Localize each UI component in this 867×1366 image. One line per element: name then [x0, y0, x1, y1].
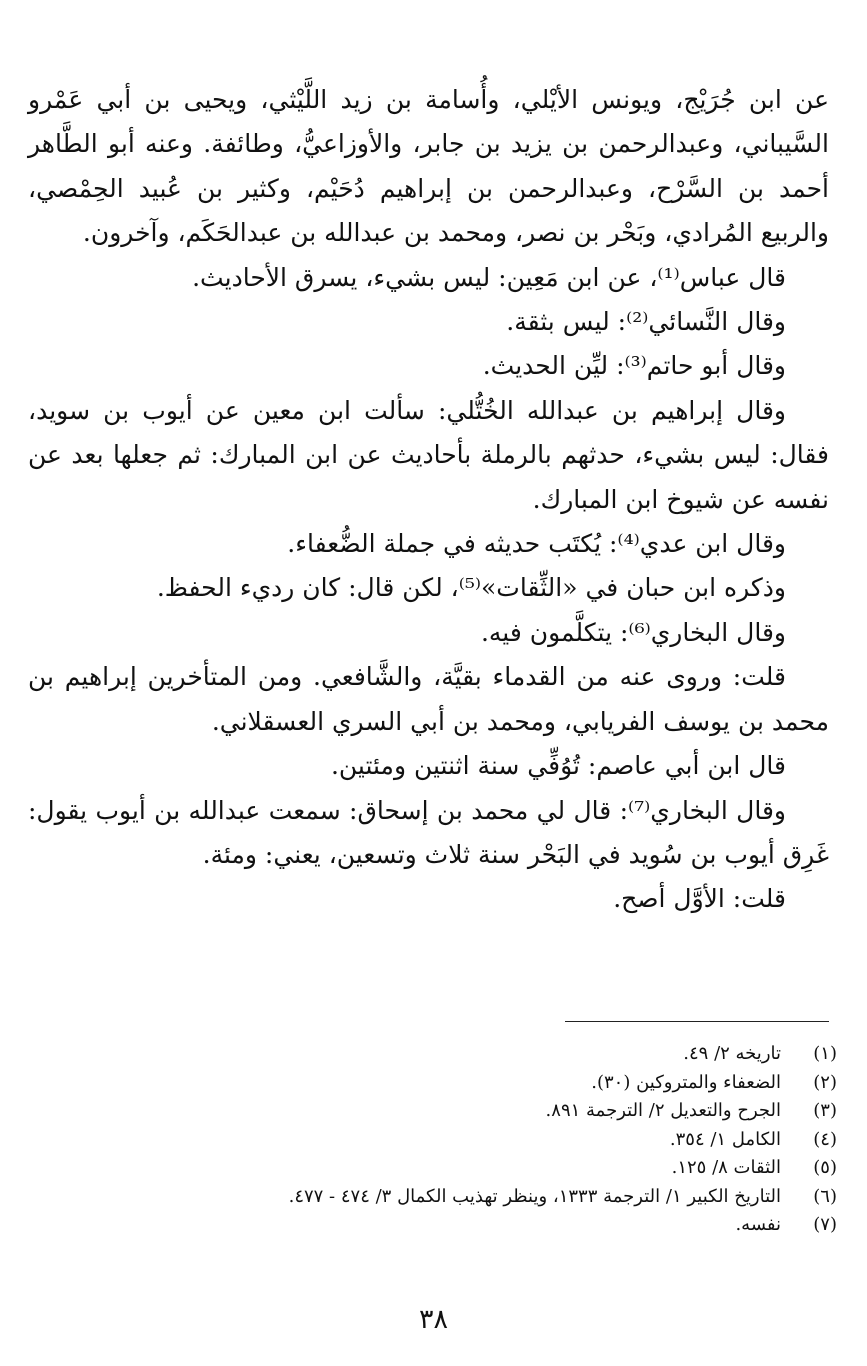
footnote-text: الجرح والتعديل ٢/ الترجمة ٨٩١.	[545, 1100, 781, 1121]
paragraph-ibn-hibban: وذكره ابن حبان في «الثِّقات»⁽⁵⁾، لكن قال: كان رديء الحفظ.	[156, 573, 786, 603]
paragraph-narrators: عن ابن جُرَيْج، ويونس الأيْلي، وأُسامة بن زيد اللَّيْثي، ويحيى بن أبي عَمْرو السَّيباني، وعبدالرحمن بن يزيد بن جابر، والأوزاعيُّ، وطائفة. وعنه أبو الطَّاهر أحمد بن السَّرْح، وعبدالرحمن بن إبراهيم دُحَيْم، وكثير بن عُبيد الحِمْصي، والربيع المُرادي، وبَحْر بن نصر، ومحمد بن عبدالله بن عبدالحَكَم، وآخرون.	[28, 85, 829, 248]
footnote-text: الضعفاء والمتروكين (٣٠).	[591, 1071, 781, 1093]
paragraph-ibn-adi: وقال ابن عدي⁽⁴⁾: يُكتَب حديثه في جملة الضُّعفاء.	[287, 529, 786, 559]
footnote-text: تاريخه ٢/ ٤٩.	[683, 1043, 781, 1064]
footnote-divider	[565, 1021, 829, 1022]
footnote-number: (٧)	[813, 1214, 837, 1235]
footnote-number: (٣)	[813, 1100, 837, 1121]
footnote-item	[30, 1040, 837, 1069]
paragraph-ibn-abi-asim: قال ابن أبي عاصم: تُوُفِّي سنة اثنتين ومئتين.	[330, 751, 786, 781]
paragraph-author-note: قلت: وروى عنه من القدماء بقيَّة، والشَّافعي. ومن المتأخرين إبراهيم بن محمد بن يوسف الفريابي، ومحمد بن أبي السري العسقلاني.	[28, 662, 829, 736]
footnote-number: (١)	[813, 1043, 837, 1064]
page-number: ٣٨	[418, 1304, 448, 1335]
footnote-number: (٥)	[813, 1157, 837, 1178]
footnote-text: التاريخ الكبير ١/ الترجمة ١٣٣٣، وينظر تهذيب الكمال ٣/ ٤٧٤ - ٤٧٧.	[288, 1185, 781, 1207]
paragraph-nasai: وقال النَّسائي⁽²⁾: ليس بثقة.	[506, 307, 786, 337]
footnote-number: (٦)	[813, 1185, 837, 1207]
footnote-item	[30, 1211, 837, 1240]
footnote-item	[30, 1069, 837, 1098]
footnote-item	[30, 1154, 837, 1183]
footnote-text: الثقات ٨/ ١٢٥.	[671, 1157, 781, 1178]
paragraph-abu-hatim: وقال أبو حاتم⁽³⁾: ليِّن الحديث.	[482, 351, 786, 381]
footnote-item	[30, 1097, 837, 1126]
footnote-text: الكامل ١/ ٣٥٤.	[669, 1128, 781, 1150]
footnotes-list	[30, 1040, 837, 1240]
paragraph-khuttali: وقال إبراهيم بن عبدالله الخُتُّلي: سألت ابن معين عن أيوب بن سويد، فقال: ليس بشيء، حدثهم بالرملة بأحاديث عن ابن المبارك: ثم جعلها بعد عن نفسه عن شيوخ ابن المبارك.	[28, 395, 829, 514]
footnote-number: (٤)	[813, 1128, 837, 1150]
paragraph-conclusion: قلت: الأوَّل أصح.	[613, 884, 786, 914]
paragraph-bukhari-death: وقال البخاري⁽⁷⁾: قال لي محمد بن إسحاق: سمعت عبدالله بن أيوب يقول: غَرِق أيوب بن سُويد في البَحْر سنة ثلاث وتسعين، يعني: ومئة.	[28, 795, 829, 869]
footnote-item	[30, 1126, 837, 1155]
footnote-number: (٢)	[813, 1071, 837, 1093]
main-text	[28, 78, 829, 922]
paragraph-abbas: قال عباس⁽¹⁾، عن ابن مَعِين: ليس بشيء، يسرق الأحاديث.	[192, 262, 786, 292]
paragraph-bukhari: وقال البخاري⁽⁶⁾: يتكلَّمون فيه.	[480, 617, 786, 647]
footnote-text: نفسه.	[735, 1214, 781, 1235]
footnote-item	[30, 1183, 837, 1212]
